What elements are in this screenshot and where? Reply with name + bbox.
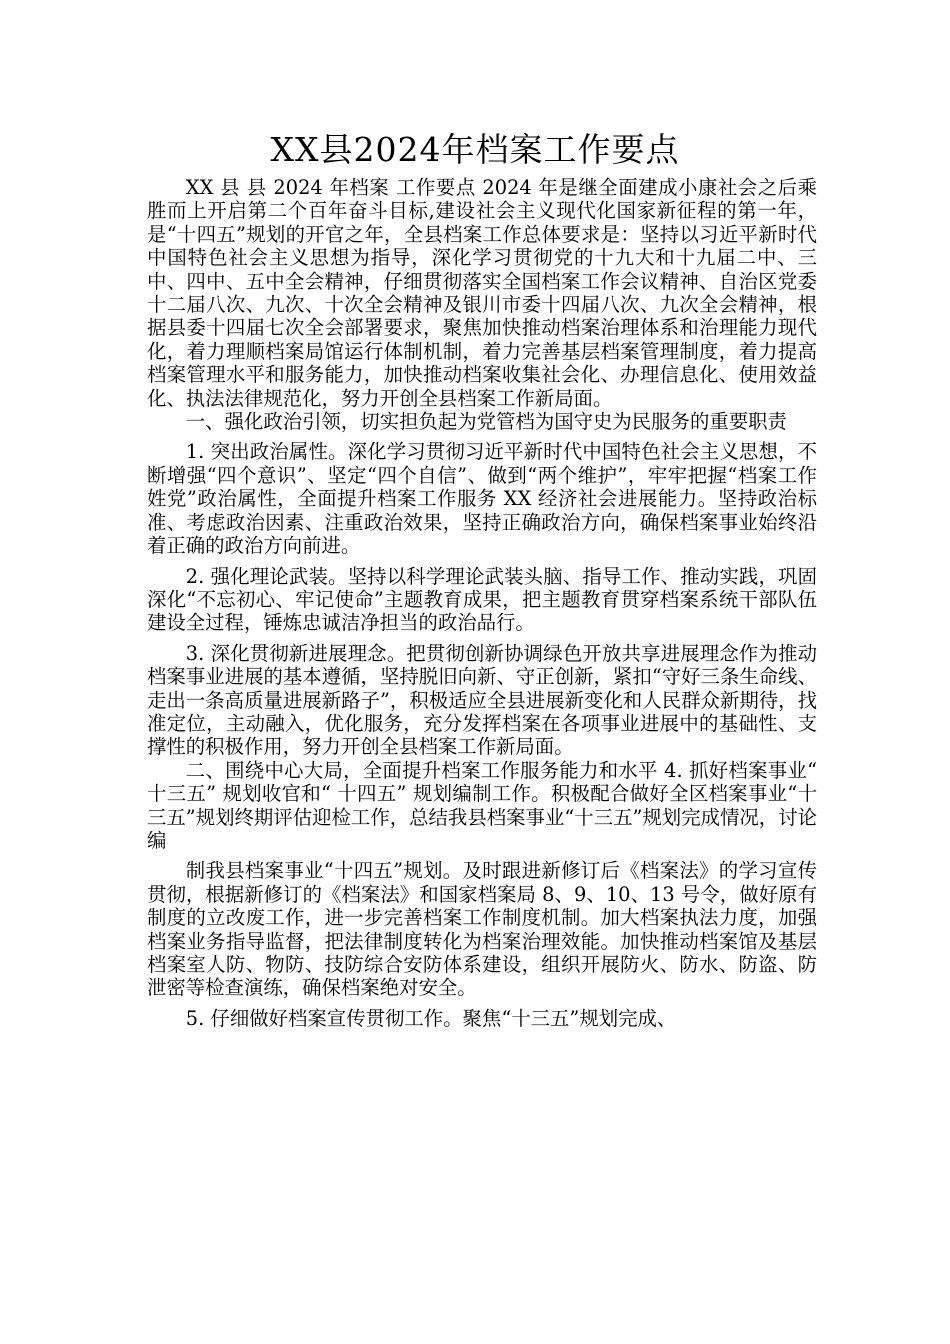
paragraph-item-3: 3. 深化贯彻新进展理念。把贯彻创新协调绿色开放共享进展理念作为推动档案事业进展的基本遵循，坚持脱旧向新、守正创新，紧扣“守好三条生命线、走出一条高质量进展新路子”，积极适应全县进展新变化和人民群众新期待，找准定位，主动融入，优化服务，充分发挥档案在各项事业进展中的基础性、支撑性的积极作用，努力开创全县档案工作新局面。 [147, 641, 817, 759]
document-title: XX县2024年档案工作要点 [270, 130, 680, 169]
section-heading-2-item-4: 二、围绕中心大局，全面提升档案工作服务能力和水平 4. 抓好档案事业“ 十三五” 规划收官和“ 十四五” 规划编制工作。积极配合做好全区档案事业“十三五”规划终期评估迎检工作，总结我县档案事业“十三五”规划完成情况，讨论编 [147, 758, 817, 852]
paragraph-item-1: 1. 突出政治属性。深化学习贯彻习近平新时代中国特色社会主义思想，不断增强“四个意识”、坚定“四个自信”、做到“两个维护”，牢牢把握“档案工作姓党”政治属性，全面提升档案工作服务 XX 经济社会进展能力。坚持政治标准、考虑政治因素、注重政治效果，坚持正确政治方向，确保档案事业始终沿着正确的政治方向前进。 [147, 440, 817, 558]
paragraph-item-5: 5. 仔细做好档案宣传贯彻工作。聚焦“十三五”规划完成、 [185, 1006, 677, 1030]
document-body [147, 176, 817, 1030]
paragraph-intro: XX 县 县 2024 年档案 工作要点 2024 年是继全面建成小康社会之后乘胜而上开启第二个百年奋斗目标,建设社会主义现代化国家新征程的第一年，是“十四五”规划的开官之年，全县档案工作总体要求是：坚持以习近平新时代中国特色社会主义思想为指导，深化学习贯彻党的十九大和十九届二中、三中、四中、五中全会精神，仔细贯彻落实全国档案工作会议精神、自治区党委十二届八次、九次、十次全会精神及银川市委十四届八次、九次全会精神，根据县委十四届七次全会部署要求，聚焦加快推动档案治理体系和治理能力现代化，着力理顺档案局馆运行体制机制，着力完善基层档案管理制度，着力提高档案管理水平和服务能力，加快推动档案收集社会化、办理信息化、使用效益化、执法法律规范化，努力开创全县档案工作新局面。 [147, 176, 817, 410]
paragraph-item-4-continued: 制我县档案事业“十四五”规划。及时跟进新修订后《档案法》的学习宣传贯彻，根据新修订的《档案法》和国家档案局 8、9、10、13 号令，做好原有制度的立改废工作，进一步完善档案工作制度机制。加大档案执法力度，加强档案业务指导监督，把法律制度转化为档案治理效能。加快推动档案馆及基层档案室人防、物防、技防综合安防体系建设，组织开展防火、防水、防盗、防泄密等检查演练，确保档案绝对安全。 [147, 859, 817, 1000]
paragraph-item-2: 2. 强化理论武装。坚持以科学理论武装头脑、指导工作、推动实践，巩固深化“不忘初心、牢记使命”主题教育成果，把主题教育贯穿档案系统干部队伍建设全过程，锤炼忠诚洁净担当的政治品行。 [147, 564, 817, 635]
section-heading-1: 一、强化政治引领，切实担负起为党管档为国守史为民服务的重要职责 [185, 410, 787, 434]
